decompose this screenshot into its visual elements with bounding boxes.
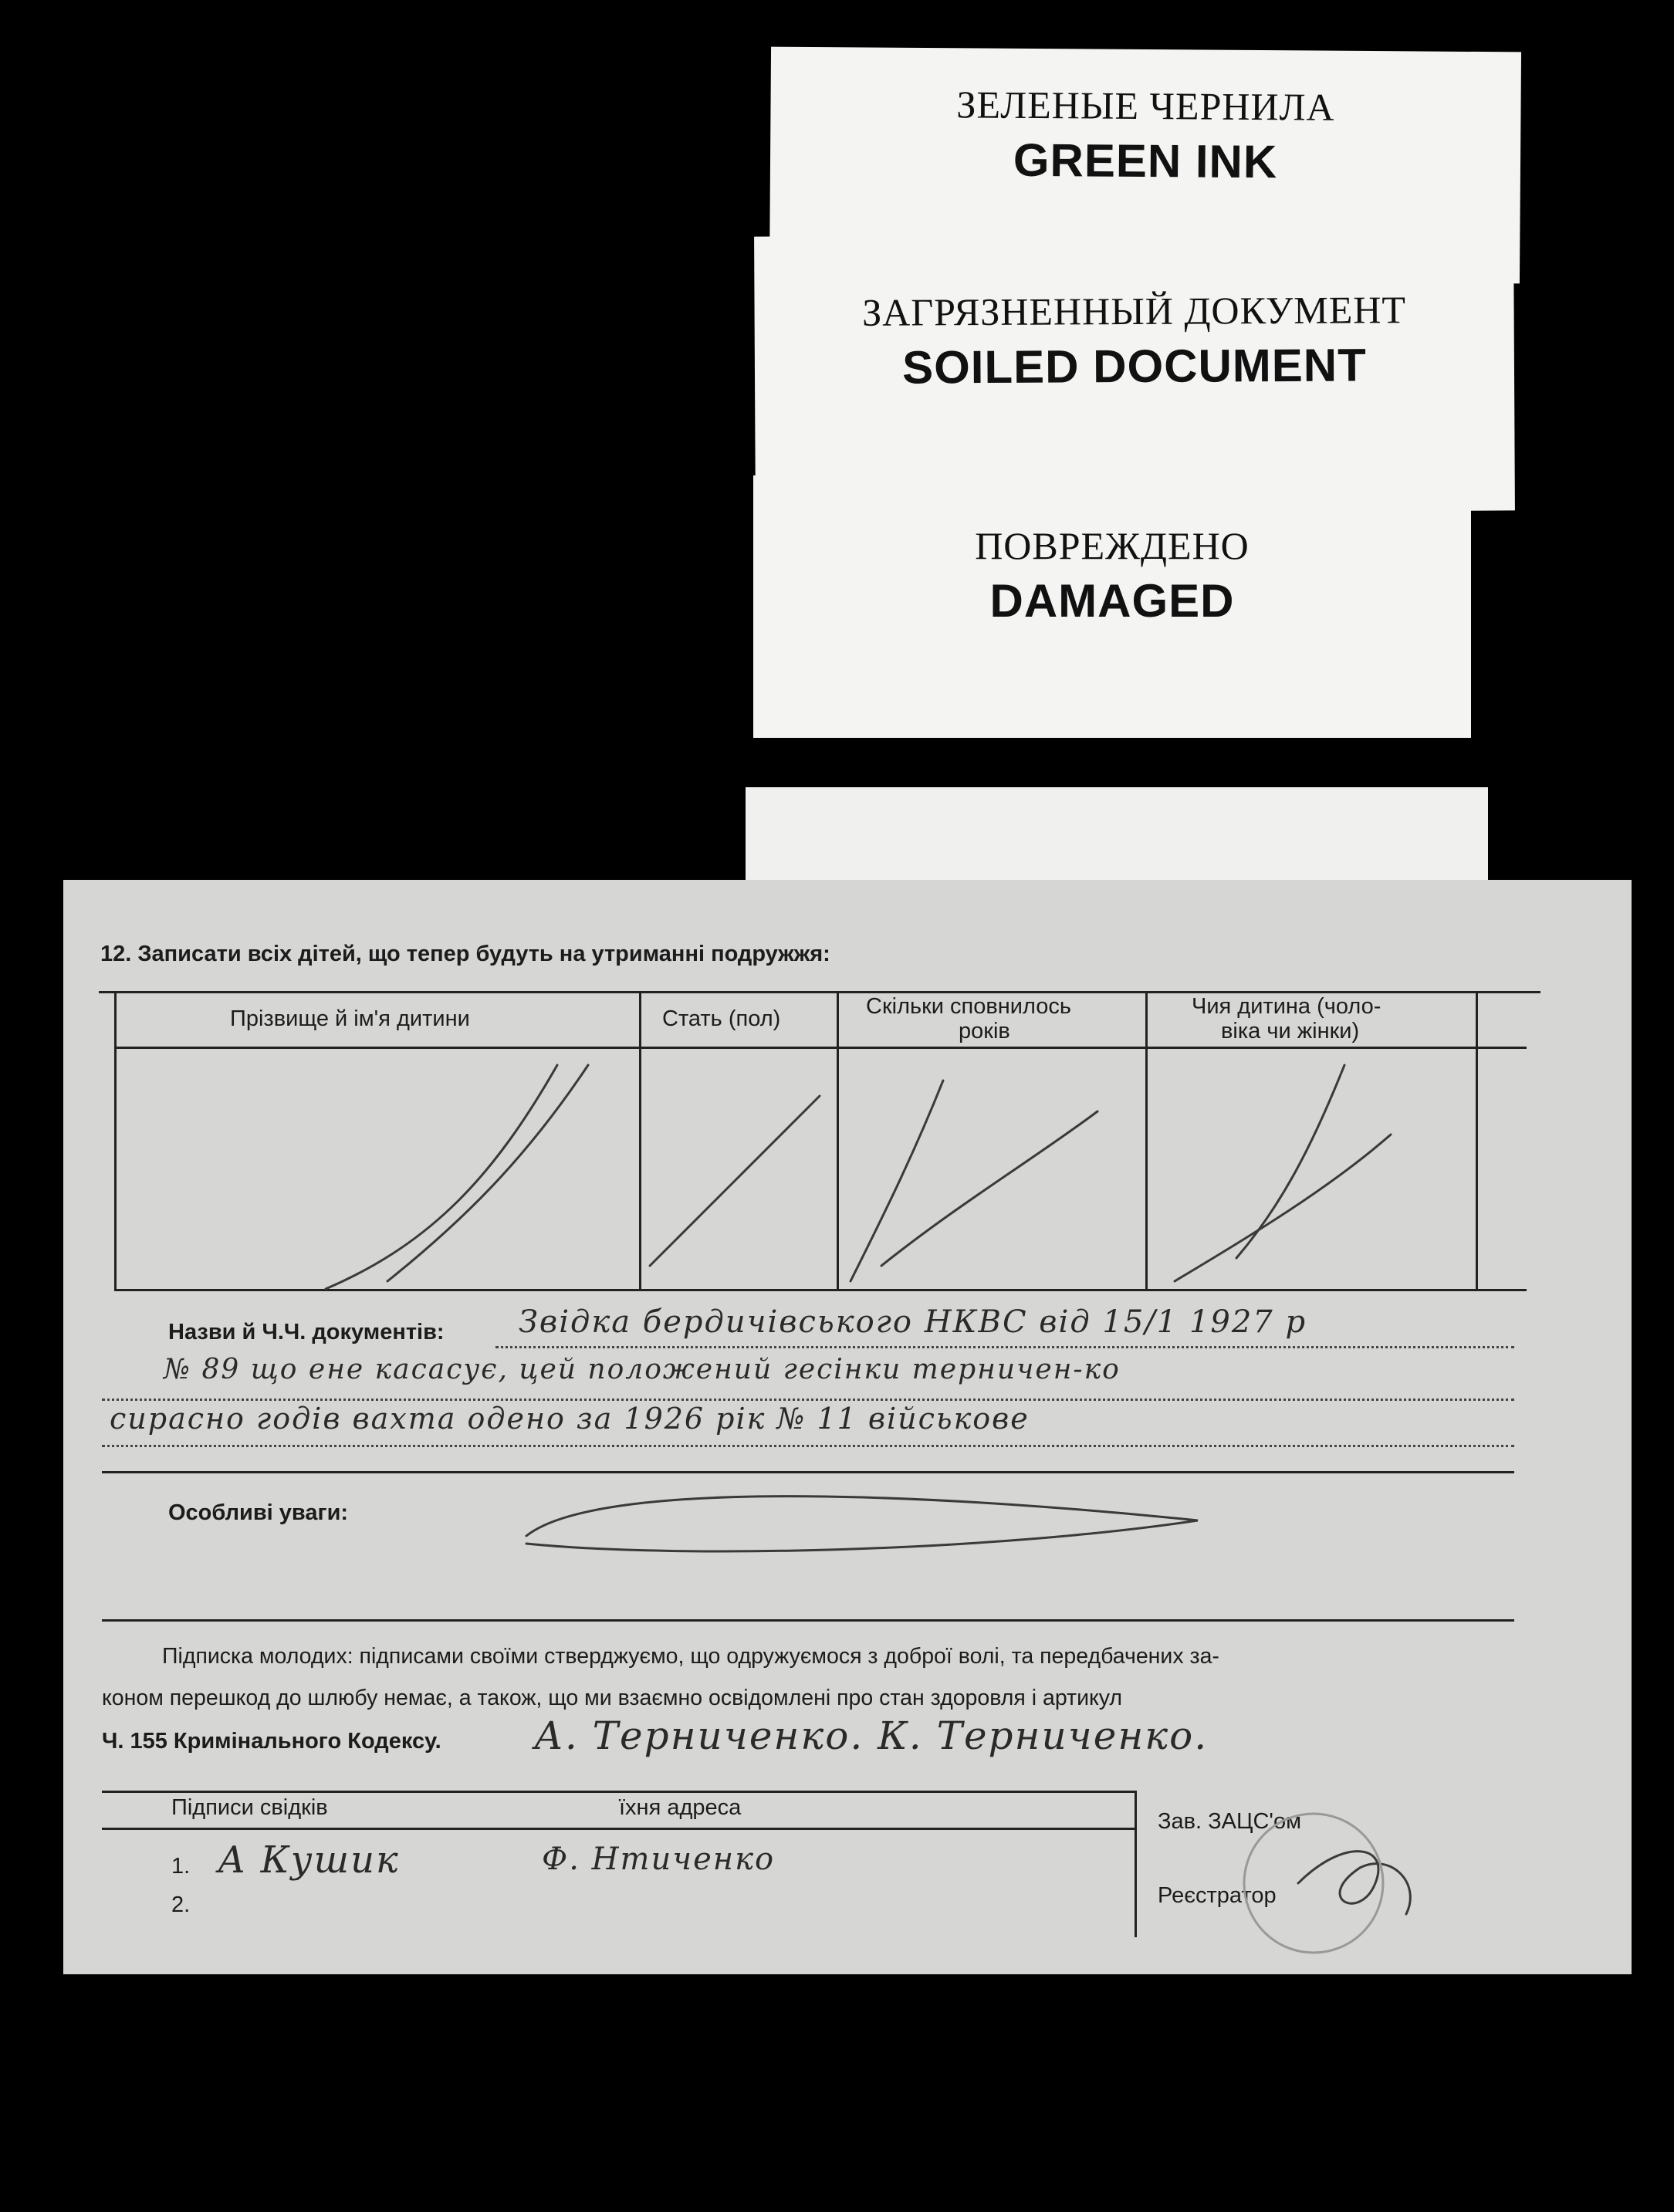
column-header-whose-2: віка чи жінки) — [1221, 1019, 1360, 1043]
section-12-heading: 12. Записати всіх дітей, що тепер будуть на утриманні подружжя: — [100, 942, 830, 966]
remarks-flourish — [526, 1497, 1198, 1551]
strike-line — [387, 1065, 588, 1281]
label-en-text: GREEN INK — [1013, 134, 1278, 188]
strike-line — [650, 1096, 820, 1266]
head-of-registry-label: Зав. ЗАЦС'ом — [1158, 1809, 1302, 1834]
declaration-line-1: Підписка молодих: підписами своїми стверджуємо, що одружуємося з доброї волі, та передбачених за- — [162, 1644, 1219, 1669]
strike-line — [881, 1111, 1097, 1266]
column-header-sex: Стать (пол) — [662, 1006, 781, 1031]
column-header-age: Скільки сповнилось — [866, 994, 1071, 1019]
declaration-line-3: Ч. 155 Кримінального Кодексу. — [102, 1729, 441, 1754]
strike-line — [326, 1065, 557, 1289]
documents-handwriting-1: Звідка бердичівського НКВС від 15/1 1927 р — [519, 1304, 1307, 1340]
witnesses-label: Підписи свідків — [171, 1795, 328, 1820]
faint-stamp — [1244, 1814, 1383, 1953]
column-header-age-2: років — [959, 1019, 1010, 1043]
strike-line — [851, 1081, 943, 1281]
registrar-signature — [1298, 1852, 1410, 1914]
declaration-line-2: коном перешкод до шлюбу немає, а також, що ми взаємно освідомлені про стан здоровля і артикул — [102, 1686, 1123, 1710]
label-en-text: SOILED DOCUMENT — [901, 339, 1367, 394]
registrar-label: Реєстратор — [1158, 1883, 1277, 1908]
column-header-whose: Чия дитина (чоло- — [1192, 994, 1381, 1019]
witness-1-number: 1. — [171, 1854, 191, 1879]
label-ru-text: ЗАГРЯЗНЕННЫЙ ДОКУМЕНТ — [862, 288, 1407, 334]
couple-signatures: А. Терниченко. К. Терниченко. — [534, 1713, 1209, 1758]
blank-label-card — [746, 787, 1488, 891]
label-en-text: DAMAGED — [989, 575, 1235, 627]
witness-2-number: 2. — [171, 1892, 191, 1917]
damaged-label-card — [753, 475, 1471, 738]
marriage-form-back — [63, 880, 1632, 1974]
strike-line — [1175, 1135, 1391, 1281]
witness-1-address: Ф. Нтиченко — [542, 1842, 776, 1877]
label-ru-text: ЗЕЛЕНЫЕ ЧЕРНИЛА — [956, 83, 1335, 129]
address-label: їхня адреса — [619, 1795, 742, 1820]
strike-line — [1236, 1065, 1344, 1258]
documents-handwriting-2: № 89 що ене касасує, цей положений гесінки терничен-ко — [164, 1354, 1121, 1385]
column-header-name: Прізвище й ім'я дитини — [230, 1006, 470, 1031]
witness-1-signature: А Кушик — [218, 1838, 400, 1882]
documents-handwriting-3: сирасно годів вахта одено за 1926 рік № 11 військове — [110, 1402, 1030, 1436]
label-ru-text: ПОВРЕЖДЕНО — [975, 524, 1250, 567]
soiled-document-label-card — [754, 232, 1515, 514]
remarks-label: Особливі уваги: — [168, 1500, 349, 1525]
documents-label: Назви й Ч.Ч. документів: — [168, 1320, 445, 1344]
pen-strokes — [63, 880, 1632, 1974]
